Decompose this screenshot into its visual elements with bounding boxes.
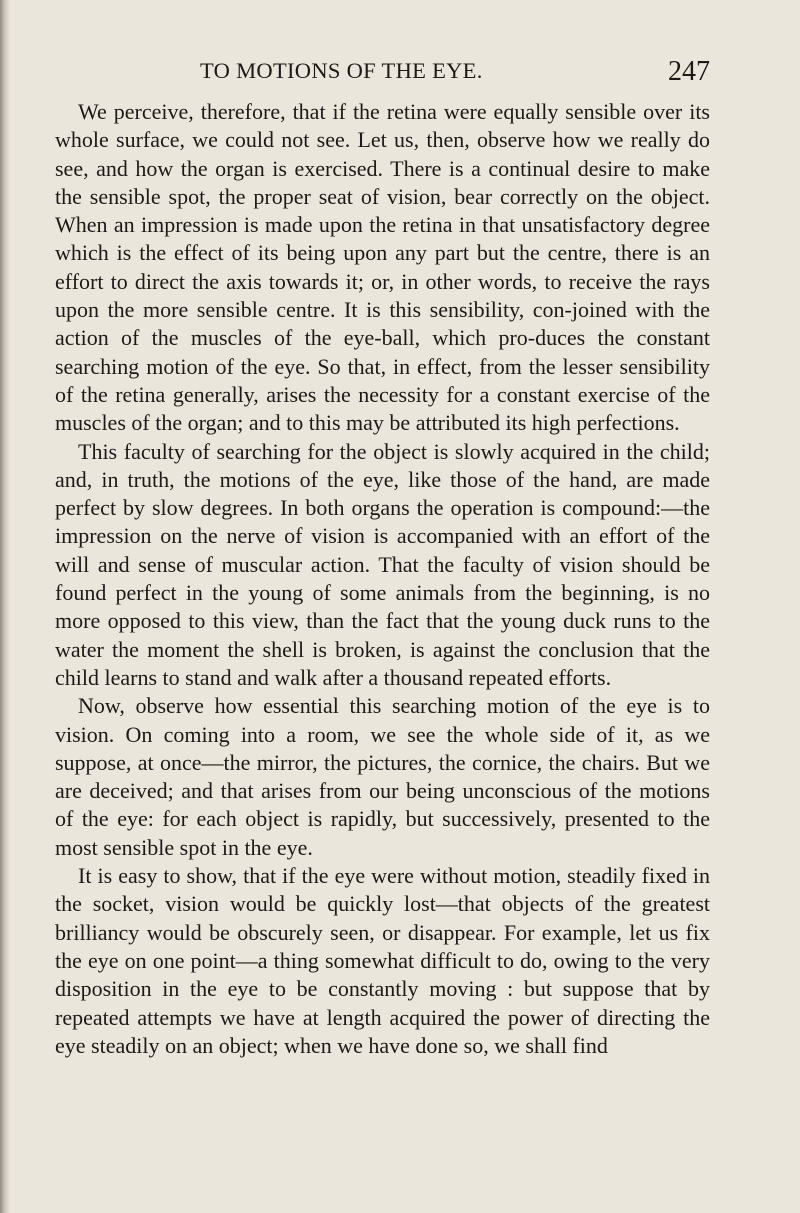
book-page — [55, 58, 710, 1060]
paragraph-1: We perceive, therefore, that if the retina were equally sensible over its whole surface, we could not see. Let us, then, observe how we really do see, and how the organ is exercised. There is a continual desire to make the sensible spot, the proper seat of vision, bear correctly on the object. When an impression is made upon the retina in that unsatisfactory degree which is the effect of its being upon any part but the centre, there is an effort to direct the axis towards it; or, in other words, to receive the rays upon the more sensible centre. It is this sensibility, con-joined with the action of the muscles of the eye-ball, which pro-duces the constant searching motion of the eye. So that, in effect, from the lesser sensibility of the retina generally, arises the necessity for a constant exercise of the muscles of the organ; and to this may be attributed its high perfections. — [55, 99, 710, 436]
paragraph-2: This faculty of searching for the object is slowly acquired in the child; and, in truth, the motions of the eye, like those of the hand, are made perfect by slow degrees. In both organs the operation is compound:—the impression on the nerve of vision is accompanied with an effort of the will and sense of muscular action. That the faculty of vision should be found perfect in the young of some animals from the beginning, is no more opposed to this view, than the fact that the young duck runs to the water the moment the shell is broken, is against the conclusion that the child learns to stand and walk after a thousand repeated efforts. — [55, 438, 710, 690]
paragraph-4: It is easy to show, that if the eye were without motion, steadily fixed in the socket, vision would be quickly lost—that objects of the greatest brilliancy would be obscurely seen, or disappear. For example, let us fix the eye on one point—a thing somewhat difficult to do, owing to the very disposition in the eye to be constantly moving : but suppose that by repeated attempts we have at length acquired the power of directing the eye steadily on an object; when we have done so, we shall find — [55, 863, 710, 1058]
running-title: TO MOTIONS OF THE EYE. — [200, 58, 483, 83]
binding-gutter-shadow — [0, 0, 10, 1213]
page-number: 247 — [668, 56, 710, 87]
running-head — [55, 58, 710, 98]
paragraph-3: Now, observe how essential this searching motion of the eye is to vision. On coming into a room, we see the whole side of it, as we suppose, at once—the mirror, the pictures, the cornice, the chairs. But we are deceived; and that arises from our being unconscious of the motions of the eye: for each object is rapidly, but successively, presented to the most sensible spot in the eye. — [55, 693, 710, 860]
body-text — [55, 98, 710, 1060]
